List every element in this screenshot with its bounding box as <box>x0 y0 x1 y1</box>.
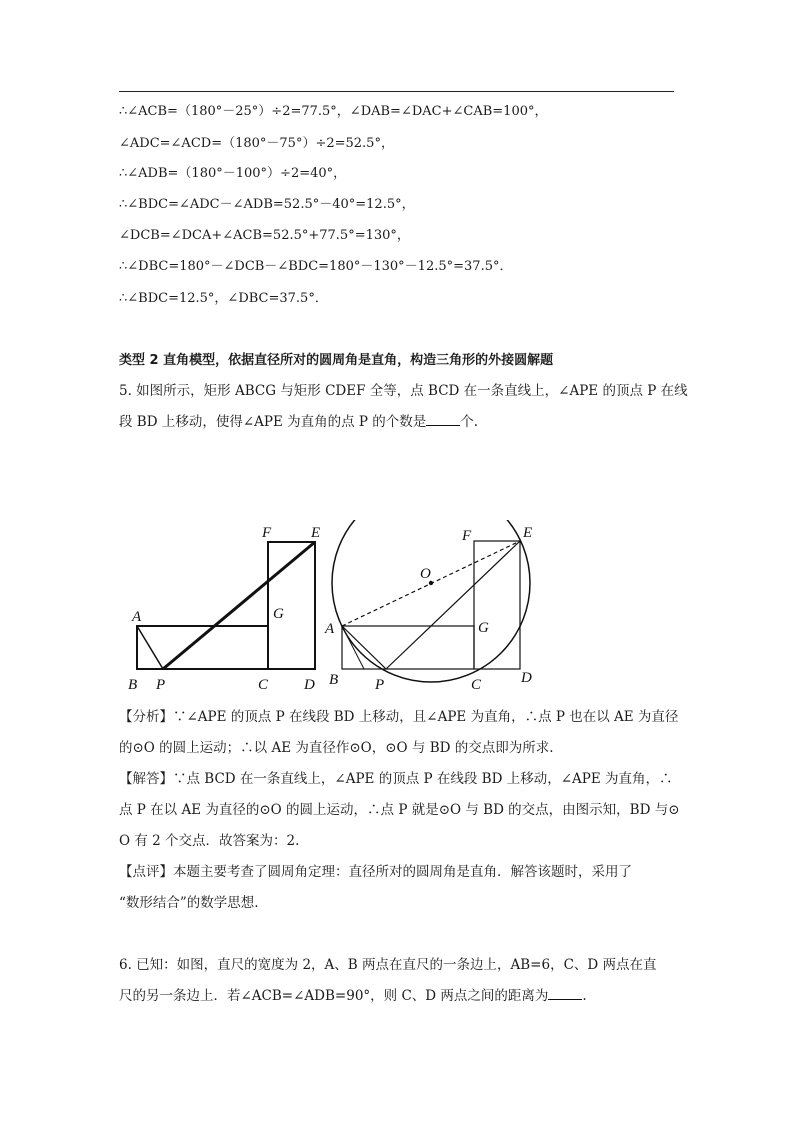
geometry-figure <box>118 520 558 700</box>
label-g: G <box>273 606 284 622</box>
solution-line-4: ∴∠BDC=∠ADC－∠ADB=52.5°－40°=12.5°， <box>119 197 415 212</box>
analysis-line-2: 的⊙O 的圆上运动；∴以 AE 为直径作⊙O，⊙O 与 BD 的交点即为所求. <box>119 740 554 756</box>
solution-line-7: ∴∠BDC=12.5°，∠DBC=37.5°． <box>119 291 328 306</box>
problem-5-tail: 个. <box>460 414 479 430</box>
label-b-right: B <box>329 672 339 688</box>
label-e-right: E <box>523 525 533 541</box>
solution-line-5: ∠DCB=∠DCA+∠ACB=52.5°+77.5°=130°， <box>119 228 410 243</box>
problem-6-line-2 <box>119 981 675 1012</box>
label-g-right: G <box>478 620 489 636</box>
label-p: P <box>156 677 166 693</box>
label-o-right: O <box>420 566 431 582</box>
comment-line-1: 【点评】本题主要考查了圆周角定理：直径所对的圆周角是直角．解答该题时，采用了 <box>119 864 632 880</box>
right-figure <box>324 520 532 693</box>
label-f-right: F <box>462 528 472 544</box>
segment-ap-right <box>342 626 386 669</box>
problem-5-line-2 <box>119 407 675 438</box>
segment-pe <box>163 542 315 669</box>
comment-line-2: “数形结合”的数学思想. <box>119 895 259 911</box>
answer-blank <box>426 413 460 426</box>
solution-line-1: ∴∠ACB=（180°－25°）÷2=77.5°，∠DAB=∠DAC+∠CAB=100°， <box>119 104 548 119</box>
left-figure <box>128 525 320 693</box>
segment-pe-right <box>386 541 520 669</box>
problem-5-text: 段 BD 上移动，使得∠APE 为直角的点 P 的个数是 <box>119 414 427 430</box>
segment-ap <box>137 626 163 669</box>
answer-line-2: 点 P 在以 AE 为直径的⊙O 的圆上运动，∴点 P 就是⊙O 与 BD 的交点，由图示知，BD 与⊙ <box>119 802 680 818</box>
header-rule <box>119 91 674 92</box>
label-a: A <box>132 609 142 625</box>
answer-line-3: O 有 2 个交点．故答案为：2. <box>119 833 300 849</box>
segment-ap2-right <box>342 626 364 669</box>
section-heading: 类型 2 直角模型，依据直径所对的圆周角是直角，构造三角形的外接圆解题 <box>119 353 554 368</box>
label-e: E <box>311 525 321 541</box>
rectangle-abcg <box>137 626 268 669</box>
label-p-right: P <box>375 677 385 693</box>
solution-line-6: ∴∠DBC=180°－∠DCB－∠BDC=180°－130°－12.5°=37.5°． <box>119 259 513 274</box>
problem-6-text: 尺的另一条边上．若∠ACB=∠ADB=90°，则 C、D 两点之间的距离为 <box>119 988 549 1004</box>
label-a-right: A <box>325 621 335 637</box>
solution-line-3: ∴∠ADB=（180°－100°）÷2=40°， <box>119 166 347 181</box>
label-b: B <box>128 677 138 693</box>
answer-blank-6 <box>548 987 582 1000</box>
label-d: D <box>304 677 315 693</box>
problem-5-line-1: 5. 如图所示，矩形 ABCG 与矩形 CDEF 全等，点 BCD 在一条直线上，∠APE 的顶点 P 在线 <box>119 383 688 399</box>
label-d-right: D <box>521 670 532 686</box>
answer-line-1: 【解答】∵点 BCD 在一条直线上，∠APE 的顶点 P 在线段 BD 上移动，∠APE 为直角，∴ <box>119 771 673 787</box>
problem-6-line-1: 6. 已知：如图，直尺的宽度为 2，A、B 两点在直尺的一条边上，AB=6，C、D 两点在直 <box>119 957 657 973</box>
circle-o <box>332 520 533 682</box>
solution-line-2: ∠ADC=∠ACD=（180°－75°）÷2=52.5°， <box>119 136 394 151</box>
problem-6-tail: . <box>582 988 587 1004</box>
rectangle-cdef-right <box>474 541 520 669</box>
analysis-line-1: 【分析】∵∠APE 的顶点 P 在线段 BD 上移动，且∠APE 为直角，∴点 P 也在以 AE 为直径 <box>119 709 679 725</box>
label-c: C <box>258 677 269 693</box>
label-c-right: C <box>471 677 482 693</box>
label-f: F <box>262 525 272 541</box>
